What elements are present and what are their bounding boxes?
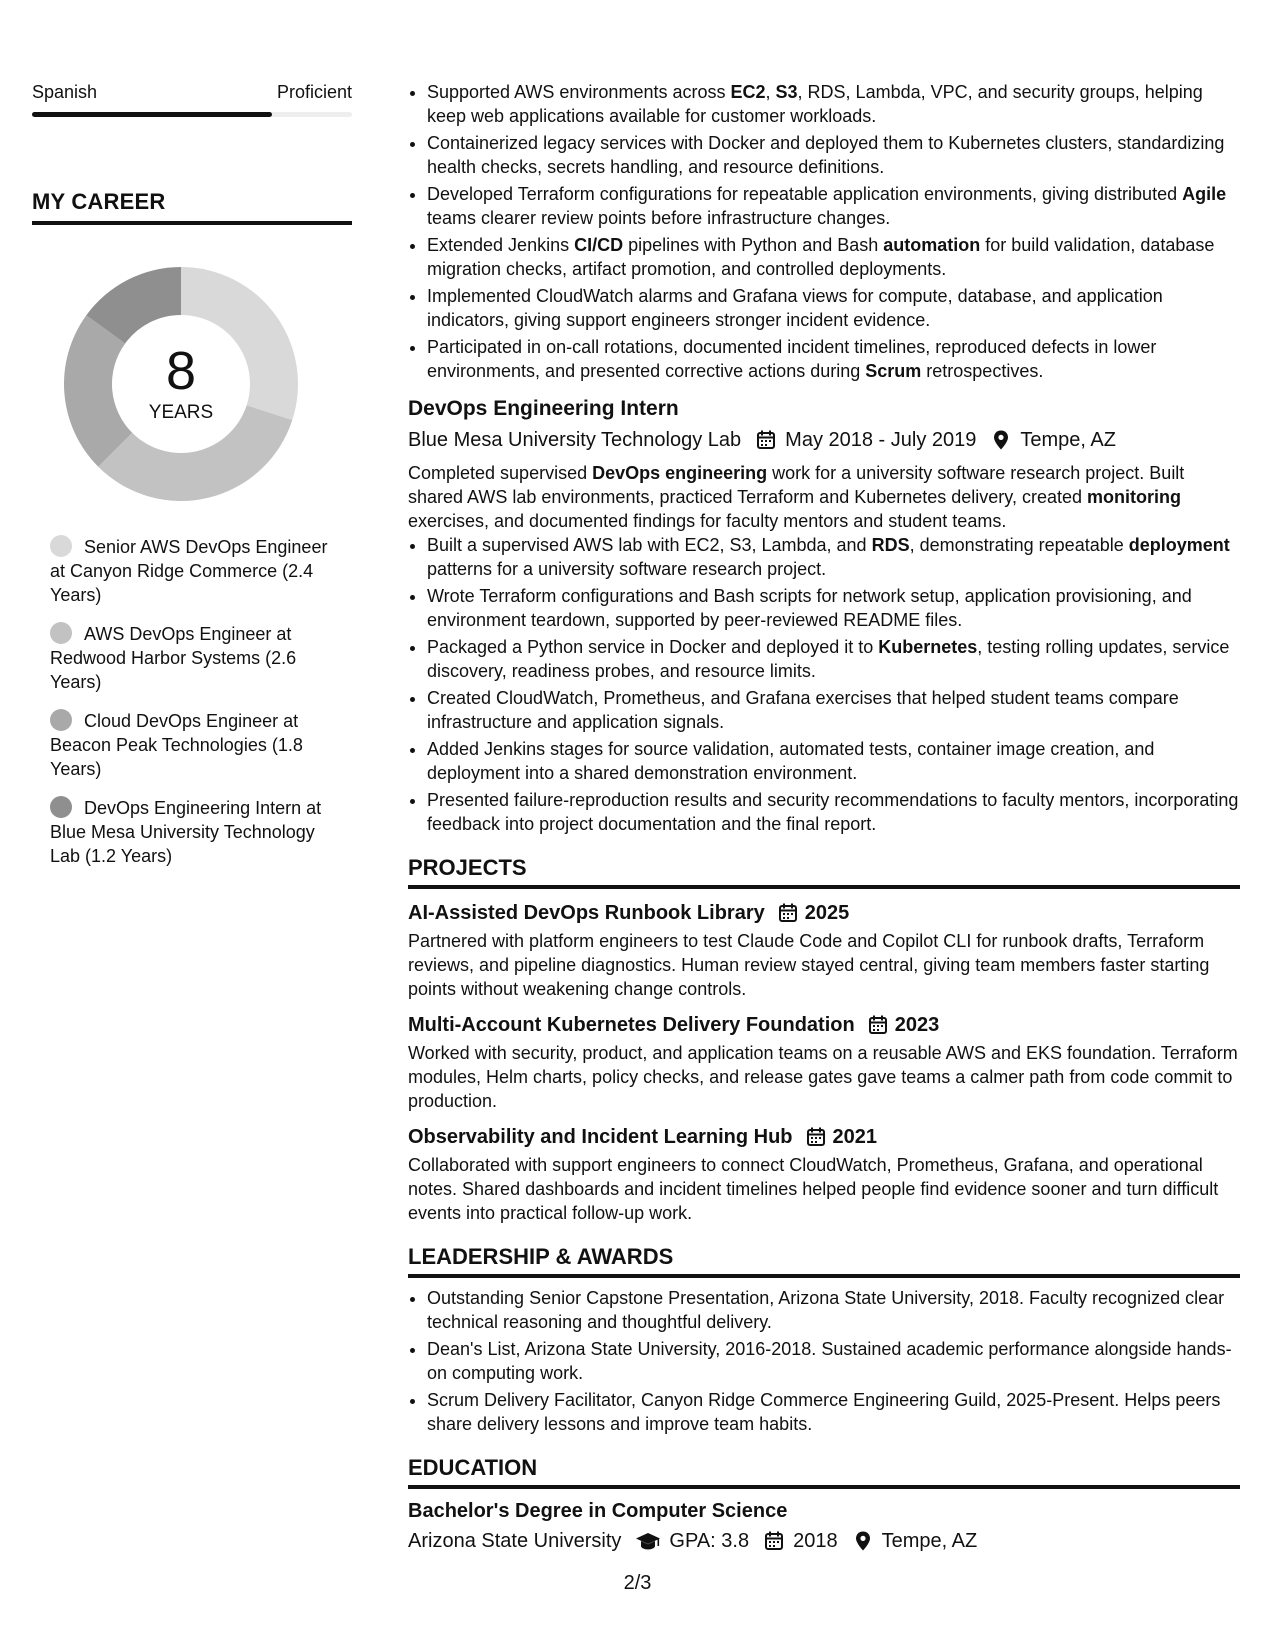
intern-org: Blue Mesa University Technology Lab bbox=[408, 429, 742, 451]
language-proficiency-bar bbox=[32, 112, 352, 117]
donut-center-label bbox=[56, 259, 306, 509]
calendar-icon bbox=[763, 1530, 785, 1552]
project-title-row bbox=[408, 899, 1240, 927]
project-title-row bbox=[408, 1123, 1240, 1151]
bullet-item: • Developed Terraform configurations for repeatable application environments, giving distributed Agile teams clearer review points before infrastructure changes. bbox=[427, 182, 1240, 230]
career-heading: MY CAREER bbox=[32, 189, 166, 214]
education-school: Arizona State University bbox=[408, 1530, 622, 1552]
bullet-item: • Extended Jenkins CI/CD pipelines with Python and Bash automation for build validation, database migration checks, artifact promotion, and controlled deployments. bbox=[427, 233, 1240, 281]
intern-meta bbox=[408, 426, 1240, 454]
language-level: Proficient bbox=[276, 82, 352, 102]
project-name: Multi-Account Kubernetes Delivery Foundation bbox=[408, 1014, 855, 1036]
bold-keyword: Agile bbox=[1182, 184, 1227, 204]
education-degree: Bachelor's Degree in Computer Science bbox=[408, 1500, 788, 1522]
bullet-item: • Supported AWS environments across EC2, S3, RDS, Lambda, VPC, and security groups, helping keep web applications available for customer workloads. bbox=[427, 80, 1240, 128]
award-item: • Dean's List, Arizona State University, 2016-2018. Sustained academic performance alongside hands-on computing work. bbox=[427, 1337, 1240, 1385]
project-description: Worked with security, product, and application teams on a reusable AWS and EKS foundation. Terraform modules, Helm charts, policy checks, and release gates gave teams a calmer path from code commit to production. bbox=[408, 1043, 1238, 1111]
language-name: Spanish bbox=[32, 82, 98, 102]
bold-keyword: EC2 bbox=[730, 82, 766, 102]
education-heading: EDUCATION bbox=[408, 1455, 538, 1480]
bold-keyword: monitoring bbox=[1087, 487, 1181, 507]
bullet-item: • Presented failure-reproduction results and security recommendations to faculty mentors, incorporating feedback into project documentation and the final report. bbox=[427, 788, 1240, 836]
calendar-icon bbox=[805, 1126, 827, 1148]
projects-divider bbox=[408, 885, 1240, 889]
award-item: • Scrum Delivery Facilitator, Canyon Ridge Commerce Engineering Guild, 2025-Present. Helps peers share delivery lessons and improve team habits. bbox=[427, 1388, 1240, 1436]
education-divider bbox=[408, 1485, 1240, 1489]
education-gpa: GPA: 3.8 bbox=[669, 1530, 750, 1552]
career-legend bbox=[50, 535, 340, 868]
leadership-list bbox=[408, 1286, 1240, 1436]
legend-label: Senior AWS DevOps Engineer at Canyon Ridge Commerce (2.4 Years) bbox=[50, 537, 328, 605]
intern-bullets bbox=[408, 533, 1240, 836]
main-content bbox=[408, 80, 1240, 1555]
bold-keyword: automation bbox=[883, 235, 981, 255]
bullet-item: • Participated in on-call rotations, documented incident timelines, reproduced defects in lower environments, and presented corrective actions during Scrum retrospectives. bbox=[427, 335, 1240, 383]
education-year: 2018 bbox=[793, 1530, 838, 1552]
project-title-row bbox=[408, 1011, 1240, 1039]
award-item: • Outstanding Senior Capstone Presentation, Arizona State University, 2018. Faculty recognized clear technical reasoning and thoughtful delivery. bbox=[427, 1286, 1240, 1334]
leadership-divider bbox=[408, 1274, 1240, 1278]
calendar-icon bbox=[867, 1014, 889, 1036]
project-name: AI-Assisted DevOps Runbook Library bbox=[408, 902, 765, 924]
legend-swatch bbox=[50, 622, 72, 644]
bold-keyword: CI/CD bbox=[574, 235, 624, 255]
legend-label: AWS DevOps Engineer at Redwood Harbor Systems (2.6 Years) bbox=[50, 624, 297, 692]
bullet-item: • Implemented CloudWatch alarms and Grafana views for compute, database, and application indicators, giving support engineers stronger incident evidence. bbox=[427, 284, 1240, 332]
previous-job-bullets bbox=[408, 80, 1240, 383]
intern-job-title: DevOps Engineering Intern bbox=[408, 397, 679, 420]
project-year: 2023 bbox=[894, 1014, 940, 1036]
project-item bbox=[408, 1011, 1240, 1113]
intern-dates: May 2018 - July 2019 bbox=[785, 429, 977, 451]
page-number: 2/3 bbox=[623, 1572, 652, 1594]
intern-summary: Completed supervised DevOps engineering work for a university software research project. Built shared AWS lab environments, practiced Terraform and Kubernetes delivery, created monitoring exercises, and documented findings for faculty mentors and student teams. bbox=[408, 463, 1185, 531]
bullet-item: • Packaged a Python service in Docker and deployed it to Kubernetes, testing rolling updates, service discovery, readiness probes, and resource limits. bbox=[427, 635, 1240, 683]
bullet-item: • Containerized legacy services with Docker and deployed them to Kubernetes clusters, standardizing health checks, secrets handling, and resource definitions. bbox=[427, 131, 1240, 179]
calendar-icon bbox=[777, 902, 799, 924]
calendar-icon bbox=[755, 429, 777, 451]
legend-item bbox=[50, 622, 340, 694]
projects-heading: PROJECTS bbox=[408, 855, 527, 880]
legend-swatch bbox=[50, 535, 72, 557]
career-years-unit: YEARS bbox=[148, 402, 214, 423]
project-description: Collaborated with support engineers to connect CloudWatch, Prometheus, Grafana, and operational notes. Shared dashboards and incident timelines helped people find evidence sooner and turn difficult events into practical follow-up work. bbox=[408, 1155, 1219, 1223]
career-donut-chart bbox=[56, 259, 306, 509]
project-item bbox=[408, 899, 1240, 1001]
projects-list bbox=[408, 899, 1240, 1225]
bullet-item: • Created CloudWatch, Prometheus, and Grafana exercises that helped student teams compare infrastructure and application signals. bbox=[427, 686, 1240, 734]
legend-item bbox=[50, 709, 340, 781]
location-pin-icon bbox=[990, 429, 1012, 451]
education-location: Tempe, AZ bbox=[881, 1530, 978, 1552]
bold-keyword: S3 bbox=[775, 82, 798, 102]
language-proficiency-fill bbox=[32, 112, 272, 117]
legend-label: Cloud DevOps Engineer at Beacon Peak Technologies (1.8 Years) bbox=[50, 711, 303, 779]
project-year: 2025 bbox=[804, 902, 850, 924]
project-name: Observability and Incident Learning Hub bbox=[408, 1126, 793, 1148]
language-row bbox=[32, 80, 352, 104]
career-total-years: 8 bbox=[165, 341, 197, 401]
intern-location: Tempe, AZ bbox=[1020, 429, 1116, 451]
legend-swatch bbox=[50, 709, 72, 731]
legend-swatch bbox=[50, 796, 72, 818]
legend-item bbox=[50, 535, 340, 607]
bullet-item: • Wrote Terraform configurations and Bash scripts for network setup, application provisioning, and environment teardown, supported by peer-reviewed README files. bbox=[427, 584, 1240, 632]
career-divider bbox=[32, 221, 352, 225]
bold-keyword: DevOps engineering bbox=[592, 463, 768, 483]
bold-keyword: deployment bbox=[1128, 535, 1230, 555]
project-description: Partnered with platform engineers to test Claude Code and Copilot CLI for runbook drafts, Terraform reviews, and pipeline diagnostics. Human review stayed central, giving team members faster starting points without weakening change controls. bbox=[408, 931, 1210, 999]
leadership-heading: LEADERSHIP & AWARDS bbox=[408, 1244, 674, 1269]
sidebar bbox=[32, 80, 352, 883]
project-year: 2021 bbox=[832, 1126, 878, 1148]
bold-keyword: RDS bbox=[871, 535, 910, 555]
bullet-item: • Built a supervised AWS lab with EC2, S3, Lambda, and RDS, demonstrating repeatable deployment patterns for a university software research project. bbox=[427, 533, 1240, 581]
project-item bbox=[408, 1123, 1240, 1225]
graduation-cap-icon bbox=[635, 1530, 661, 1552]
education-meta bbox=[408, 1527, 1240, 1555]
bold-keyword: Scrum bbox=[865, 361, 922, 381]
legend-item bbox=[50, 796, 340, 868]
legend-label: DevOps Engineering Intern at Blue Mesa University Technology Lab (1.2 Years) bbox=[50, 798, 322, 866]
bullet-item: • Added Jenkins stages for source validation, automated tests, container image creation, and deployment into a shared demonstration environment. bbox=[427, 737, 1240, 785]
location-pin-icon bbox=[852, 1530, 874, 1552]
bold-keyword: Kubernetes bbox=[878, 637, 978, 657]
